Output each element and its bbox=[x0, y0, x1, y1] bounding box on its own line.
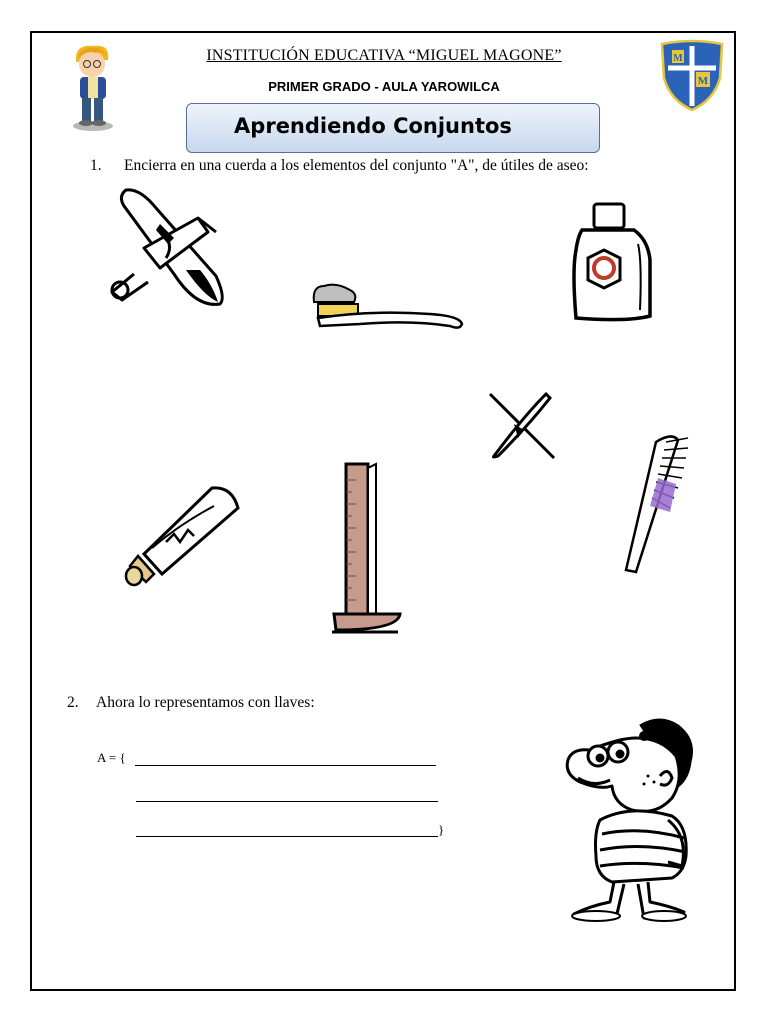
scissors-icon bbox=[484, 386, 560, 464]
answer-line-2[interactable] bbox=[136, 801, 438, 802]
logo-letter-2: M bbox=[697, 75, 709, 87]
set-a-label: A = { bbox=[97, 750, 126, 765]
bottle-icon bbox=[568, 200, 658, 324]
question-1-text: Encierra en una cuerda a los elementos del conjunto "A", de útiles de aseo: bbox=[124, 157, 589, 174]
answer-line-3[interactable] bbox=[136, 836, 438, 837]
question-2-text: Ahora lo representamos con llaves: bbox=[96, 694, 315, 711]
grade-subtitle: PRIMER GRADO - AULA YAROWILCA bbox=[268, 79, 500, 94]
question-1 bbox=[90, 157, 589, 175]
toothbrush-icon bbox=[616, 432, 694, 576]
answer-line-1[interactable] bbox=[135, 765, 436, 766]
ruler-icon bbox=[332, 460, 404, 636]
page-title: Aprendiendo Conjuntos bbox=[234, 114, 512, 138]
question-2 bbox=[67, 694, 315, 712]
airplane-icon bbox=[104, 186, 228, 310]
question-2-number: 2. bbox=[67, 694, 79, 711]
set-closing-brace: } bbox=[438, 822, 445, 837]
question-1-number: 1. bbox=[90, 157, 102, 174]
toothpaste-tube-icon bbox=[122, 484, 244, 590]
title-banner bbox=[186, 103, 600, 153]
institution-name: INSTITUCIÓN EDUCATIVA “MIGUEL MAGONE” bbox=[206, 47, 562, 64]
cartoon-boy-icon bbox=[560, 716, 700, 926]
toothbrush-with-paste-icon bbox=[310, 280, 466, 336]
logo-letter-1: M bbox=[673, 53, 683, 64]
